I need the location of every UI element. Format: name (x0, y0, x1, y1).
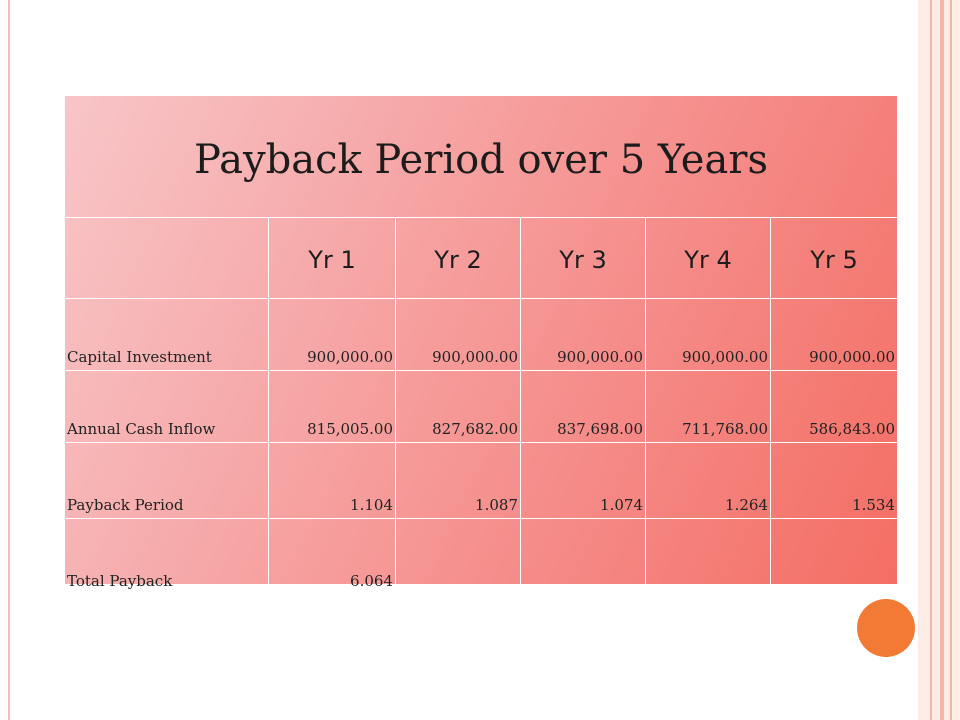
table-cell (396, 519, 521, 595)
slide-frame-right-band (918, 0, 960, 720)
table-cell: 1.264 (646, 443, 771, 519)
row-label: Annual Cash Inflow (65, 371, 269, 443)
column-header-yr2: Yr 2 (396, 218, 521, 299)
table-cell: 900,000.00 (521, 299, 646, 371)
table-cell: 900,000.00 (396, 299, 521, 371)
table-cell: 815,005.00 (269, 371, 396, 443)
table-cell: 6.064 (269, 519, 396, 595)
slide-frame-right-line (950, 0, 952, 720)
column-header-yr1: Yr 1 (269, 218, 396, 299)
table-cell (646, 519, 771, 595)
table-cell: 837,698.00 (521, 371, 646, 443)
slide-frame-right-line (940, 0, 944, 720)
column-header-yr5: Yr 5 (771, 218, 898, 299)
table-row-payback-period (65, 443, 898, 519)
table-cell: 586,843.00 (771, 371, 898, 443)
table-title: Payback Period over 5 Years (65, 96, 898, 218)
table-row-annual-cash-inflow (65, 371, 898, 443)
slide-frame-right-line (930, 0, 932, 720)
table-cell: 1.074 (521, 443, 646, 519)
table-row-capital-investment (65, 299, 898, 371)
row-label: Payback Period (65, 443, 269, 519)
slide-frame-left-line (8, 0, 10, 720)
column-header-yr3: Yr 3 (521, 218, 646, 299)
table-cell: 900,000.00 (646, 299, 771, 371)
table-cell (771, 519, 898, 595)
table-cell: 1.087 (396, 443, 521, 519)
row-label: Total Payback (65, 519, 269, 595)
table-cell: 827,682.00 (396, 371, 521, 443)
row-label: Capital Investment (65, 299, 269, 371)
table-row-total-payback (65, 519, 898, 595)
table-cell: 900,000.00 (269, 299, 396, 371)
table-cell: 1.104 (269, 443, 396, 519)
payback-table (64, 95, 898, 595)
table-cell (521, 519, 646, 595)
column-header-yr4: Yr 4 (646, 218, 771, 299)
payback-table-container (64, 95, 897, 590)
column-header-empty (65, 218, 269, 299)
decorative-circle (857, 599, 915, 657)
table-cell: 900,000.00 (771, 299, 898, 371)
table-cell: 711,768.00 (646, 371, 771, 443)
table-cell: 1.534 (771, 443, 898, 519)
